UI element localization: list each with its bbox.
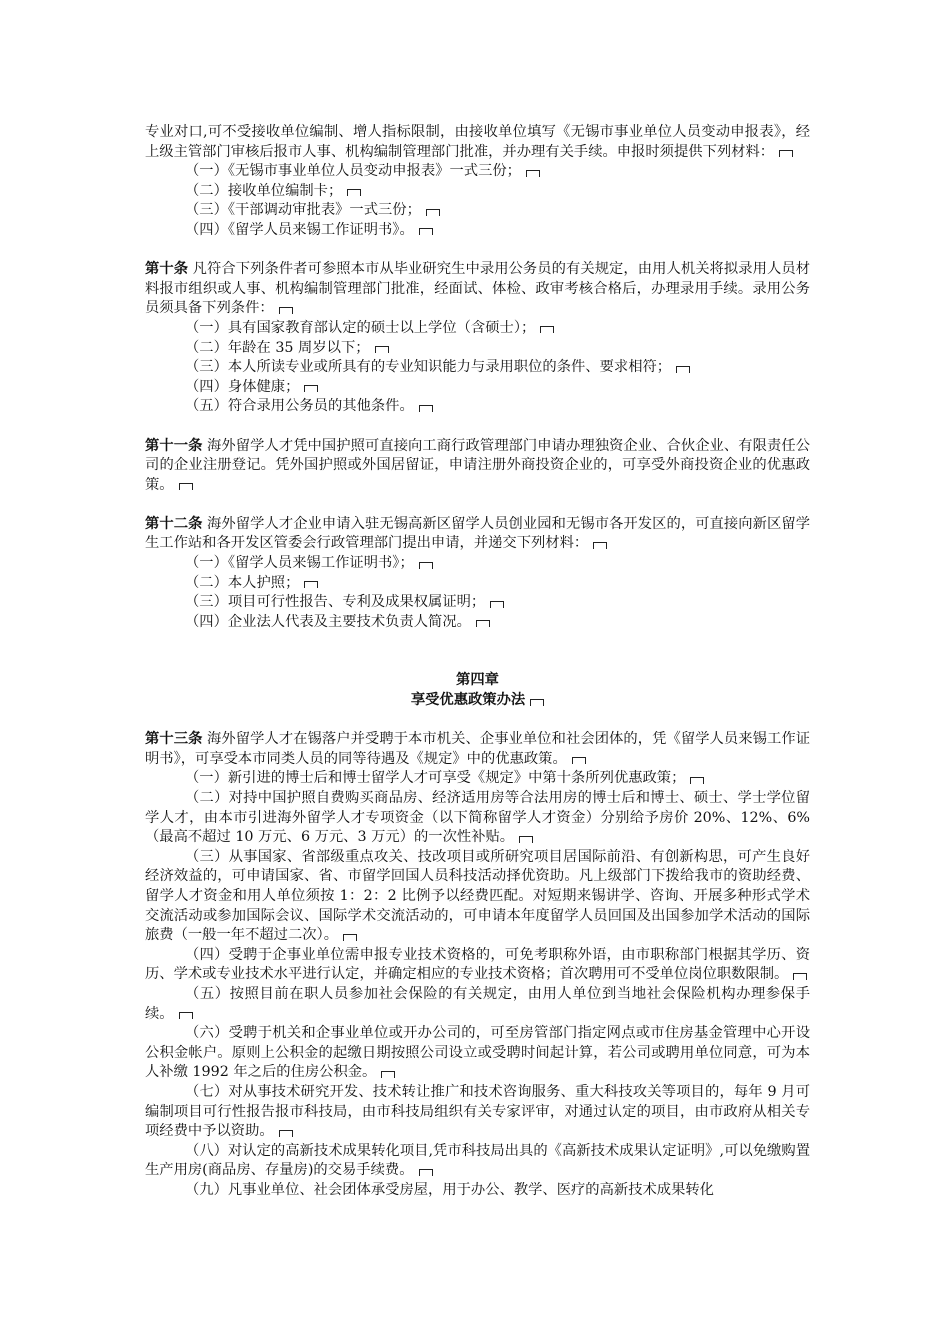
list-item: （三）从事国家、省部级重点攻关、技改项目或所研究项目居国际前沿、有创新构思，可产生良好经济效益的，可申请国家、省、市留学回国人员科技活动择优资助。凡上级部门下拨给我市的资助经费、留学人才资金和用人单位须按 1：2：2 比例予以经费匹配。对短期来锡讲学、咨询、开展多种形式学术交流活动或参加国际会议、国际学术交流活动的，可申请本年度留学人员回国及出国参加学术活动的国际旅费（一般一年不超过二次）。 bbox=[145, 848, 810, 944]
list-item: （三）本人所读专业或所具有的专业知识能力与录用职位的条件、要求相符； bbox=[145, 358, 810, 378]
paragraph-mark-icon bbox=[530, 699, 544, 706]
article-11: 第十一条 海外留学人才凭中国护照可直接向工商行政管理部门申请办理独资企业、合伙企业、有限责任公司的企业注册登记。凭外国护照或外国居留证，申请注册外商投资企业的，可享受外商投资企业的优惠政策。 bbox=[145, 437, 810, 493]
paragraph-mark-icon bbox=[419, 1169, 433, 1176]
article-label: 第十二条 bbox=[145, 515, 203, 532]
paragraph-mark-icon bbox=[419, 228, 433, 235]
list-item: （二）接收单位编制卡； bbox=[145, 182, 810, 202]
list-item: （二）本人护照； bbox=[145, 574, 810, 594]
paragraph-mark-icon bbox=[347, 189, 361, 196]
chapter-number: 第四章 bbox=[456, 672, 499, 689]
list-item: （六）受聘于机关和企事业单位或开办公司的，可至房管部门指定网点或市住房基金管理中心开设公积金帐户。原则上公积金的起缴日期按照公司设立或受聘时间起计算，若公司或聘用单位同意，可为本人补缴 1992 年之后的住房公积金。 bbox=[145, 1025, 810, 1081]
paragraph-mark-icon bbox=[593, 542, 607, 549]
list-item: （一）《无锡市事业单位人员变动申报表》一式三份； bbox=[145, 162, 810, 182]
list-item: （四）受聘于企事业单位需申报专业技术资格的，可免考职称外语，由市职称部门根据其学历、资历、学术或专业技术水平进行认定，并确定相应的专业技术资格；首次聘用可不受单位岗位职数限制。 bbox=[145, 946, 810, 983]
article-label: 第十三条 bbox=[145, 731, 203, 748]
paragraph-mark-icon bbox=[476, 620, 490, 627]
list-item: （四）《留学人员来锡工作证明书》。 bbox=[145, 221, 810, 241]
paragraph-mark-icon bbox=[419, 562, 433, 569]
paragraph-mark-icon bbox=[419, 405, 433, 412]
list-item: （四）企业法人代表及主要技术负责人简况。 bbox=[145, 613, 810, 633]
paragraph-mark-icon bbox=[540, 326, 554, 333]
article-label: 第十条 bbox=[145, 261, 189, 278]
list-item: （二）对持中国护照自费购买商品房、经济适用房等合法用房的博士后和博士、硕士、学士学位留学人才，由本市引进海外留学人才专项资金（以下简称留学人才资金）分别给予房价 20%、12%、6%（最高不超过 10 万元、6 万元、3 万元）的一次性补贴。 bbox=[145, 790, 810, 846]
paragraph-mark-icon bbox=[519, 836, 533, 843]
list-item: （三）项目可行性报告、专利及成果权属证明； bbox=[145, 593, 810, 613]
list-item: （七）对从事技术研究开发、技术转让推广和技术咨询服务、重大科技攻关等项目的，每年 9 月可编制项目可行性报告报市科技局，由市科技局组织有关专家评审，对通过认定的项目，由市政府从相关专项经费中予以资助。 bbox=[145, 1083, 810, 1140]
paragraph-mark-icon bbox=[343, 934, 357, 941]
chapter-title: 享受优惠政策办法 bbox=[145, 691, 810, 711]
paragraph-mark-icon bbox=[793, 973, 807, 980]
paragraph-mark-icon bbox=[676, 366, 690, 373]
document-page bbox=[145, 123, 810, 1200]
paragraph-mark-icon bbox=[490, 601, 504, 608]
article-label: 第十一条 bbox=[145, 437, 203, 454]
paragraph-mark-icon bbox=[279, 307, 293, 314]
paragraph-mark-icon bbox=[304, 581, 318, 588]
list-item: （九）凡事业单位、社会团体承受房屋，用于办公、教学、医疗的高新技术成果转化 bbox=[185, 1181, 714, 1198]
paragraph-mark-icon bbox=[779, 150, 793, 157]
list-item: （二）年龄在 35 周岁以下； bbox=[145, 339, 810, 359]
paragraph-mark-icon bbox=[526, 170, 540, 177]
paragraph-mark-icon bbox=[690, 777, 704, 784]
list-item: （一）具有国家教育部认定的硕士以上学位（含硕士）； bbox=[145, 319, 810, 339]
paragraph-mark-icon bbox=[375, 346, 389, 353]
paragraph-mark-icon bbox=[381, 1071, 395, 1078]
article-12: 第十二条 海外留学人才企业申请入驻无锡高新区留学人员创业园和无锡市各开发区的，可直接向新区留学生工作站和各开发区管委会行政管理部门提出申请，并递交下列材料： bbox=[145, 515, 810, 552]
paragraph-mark-icon bbox=[572, 757, 586, 764]
list-item: （一）新引进的博士后和博士留学人才可享受《规定》中第十条所列优惠政策； bbox=[145, 769, 810, 789]
paragraph-mark-icon bbox=[179, 1012, 193, 1019]
list-item: （一）《留学人员来锡工作证明书》； bbox=[145, 554, 810, 574]
list-item: （八）对认定的高新技术成果转化项目,凭市科技局出具的《高新技术成果认定证明》,可以免缴购置生产用房(商品房、存量房)的交易手续费。 bbox=[145, 1142, 810, 1179]
list-item: （五）按照目前在职人员参加社会保险的有关规定，由用人单位到当地社会保险机构办理参保手续。 bbox=[145, 985, 810, 1022]
list-item: （四）身体健康； bbox=[145, 378, 810, 398]
article-10: 第十条 凡符合下列条件者可参照本市从毕业研究生中录用公务员的有关规定，由用人机关将拟录用人员材料报市组织或人事、机构编制管理部门批准，经面试、体检、政审考核合格后，办理录用手续。录用公务员须具备下列条件： bbox=[145, 261, 810, 317]
paragraph-mark-icon bbox=[304, 385, 318, 392]
paragraph-mark-icon bbox=[426, 209, 440, 216]
list-item: （三）《干部调动审批表》一式三份； bbox=[145, 201, 810, 221]
paragraph-mark-icon bbox=[179, 483, 193, 490]
paragraph-mark-icon bbox=[279, 1130, 293, 1137]
article-13: 第十三条 海外留学人才在锡落户并受聘于本市机关、企事业单位和社会团体的，凭《留学人员来锡工作证明书》，可享受本市同类人员的同等待遇及《规定》中的优惠政策。 bbox=[145, 731, 810, 767]
intro-paragraph: 专业对口,可不受接收单位编制、增人指标限制，由接收单位填写《无锡市事业单位人员变动申报表》，经上级主管部门审核后报市人事、机构编制管理部门批准，并办理有关手续。申报时须提供下列材料： bbox=[145, 124, 810, 160]
list-item: （五）符合录用公务员的其他条件。 bbox=[145, 397, 810, 417]
